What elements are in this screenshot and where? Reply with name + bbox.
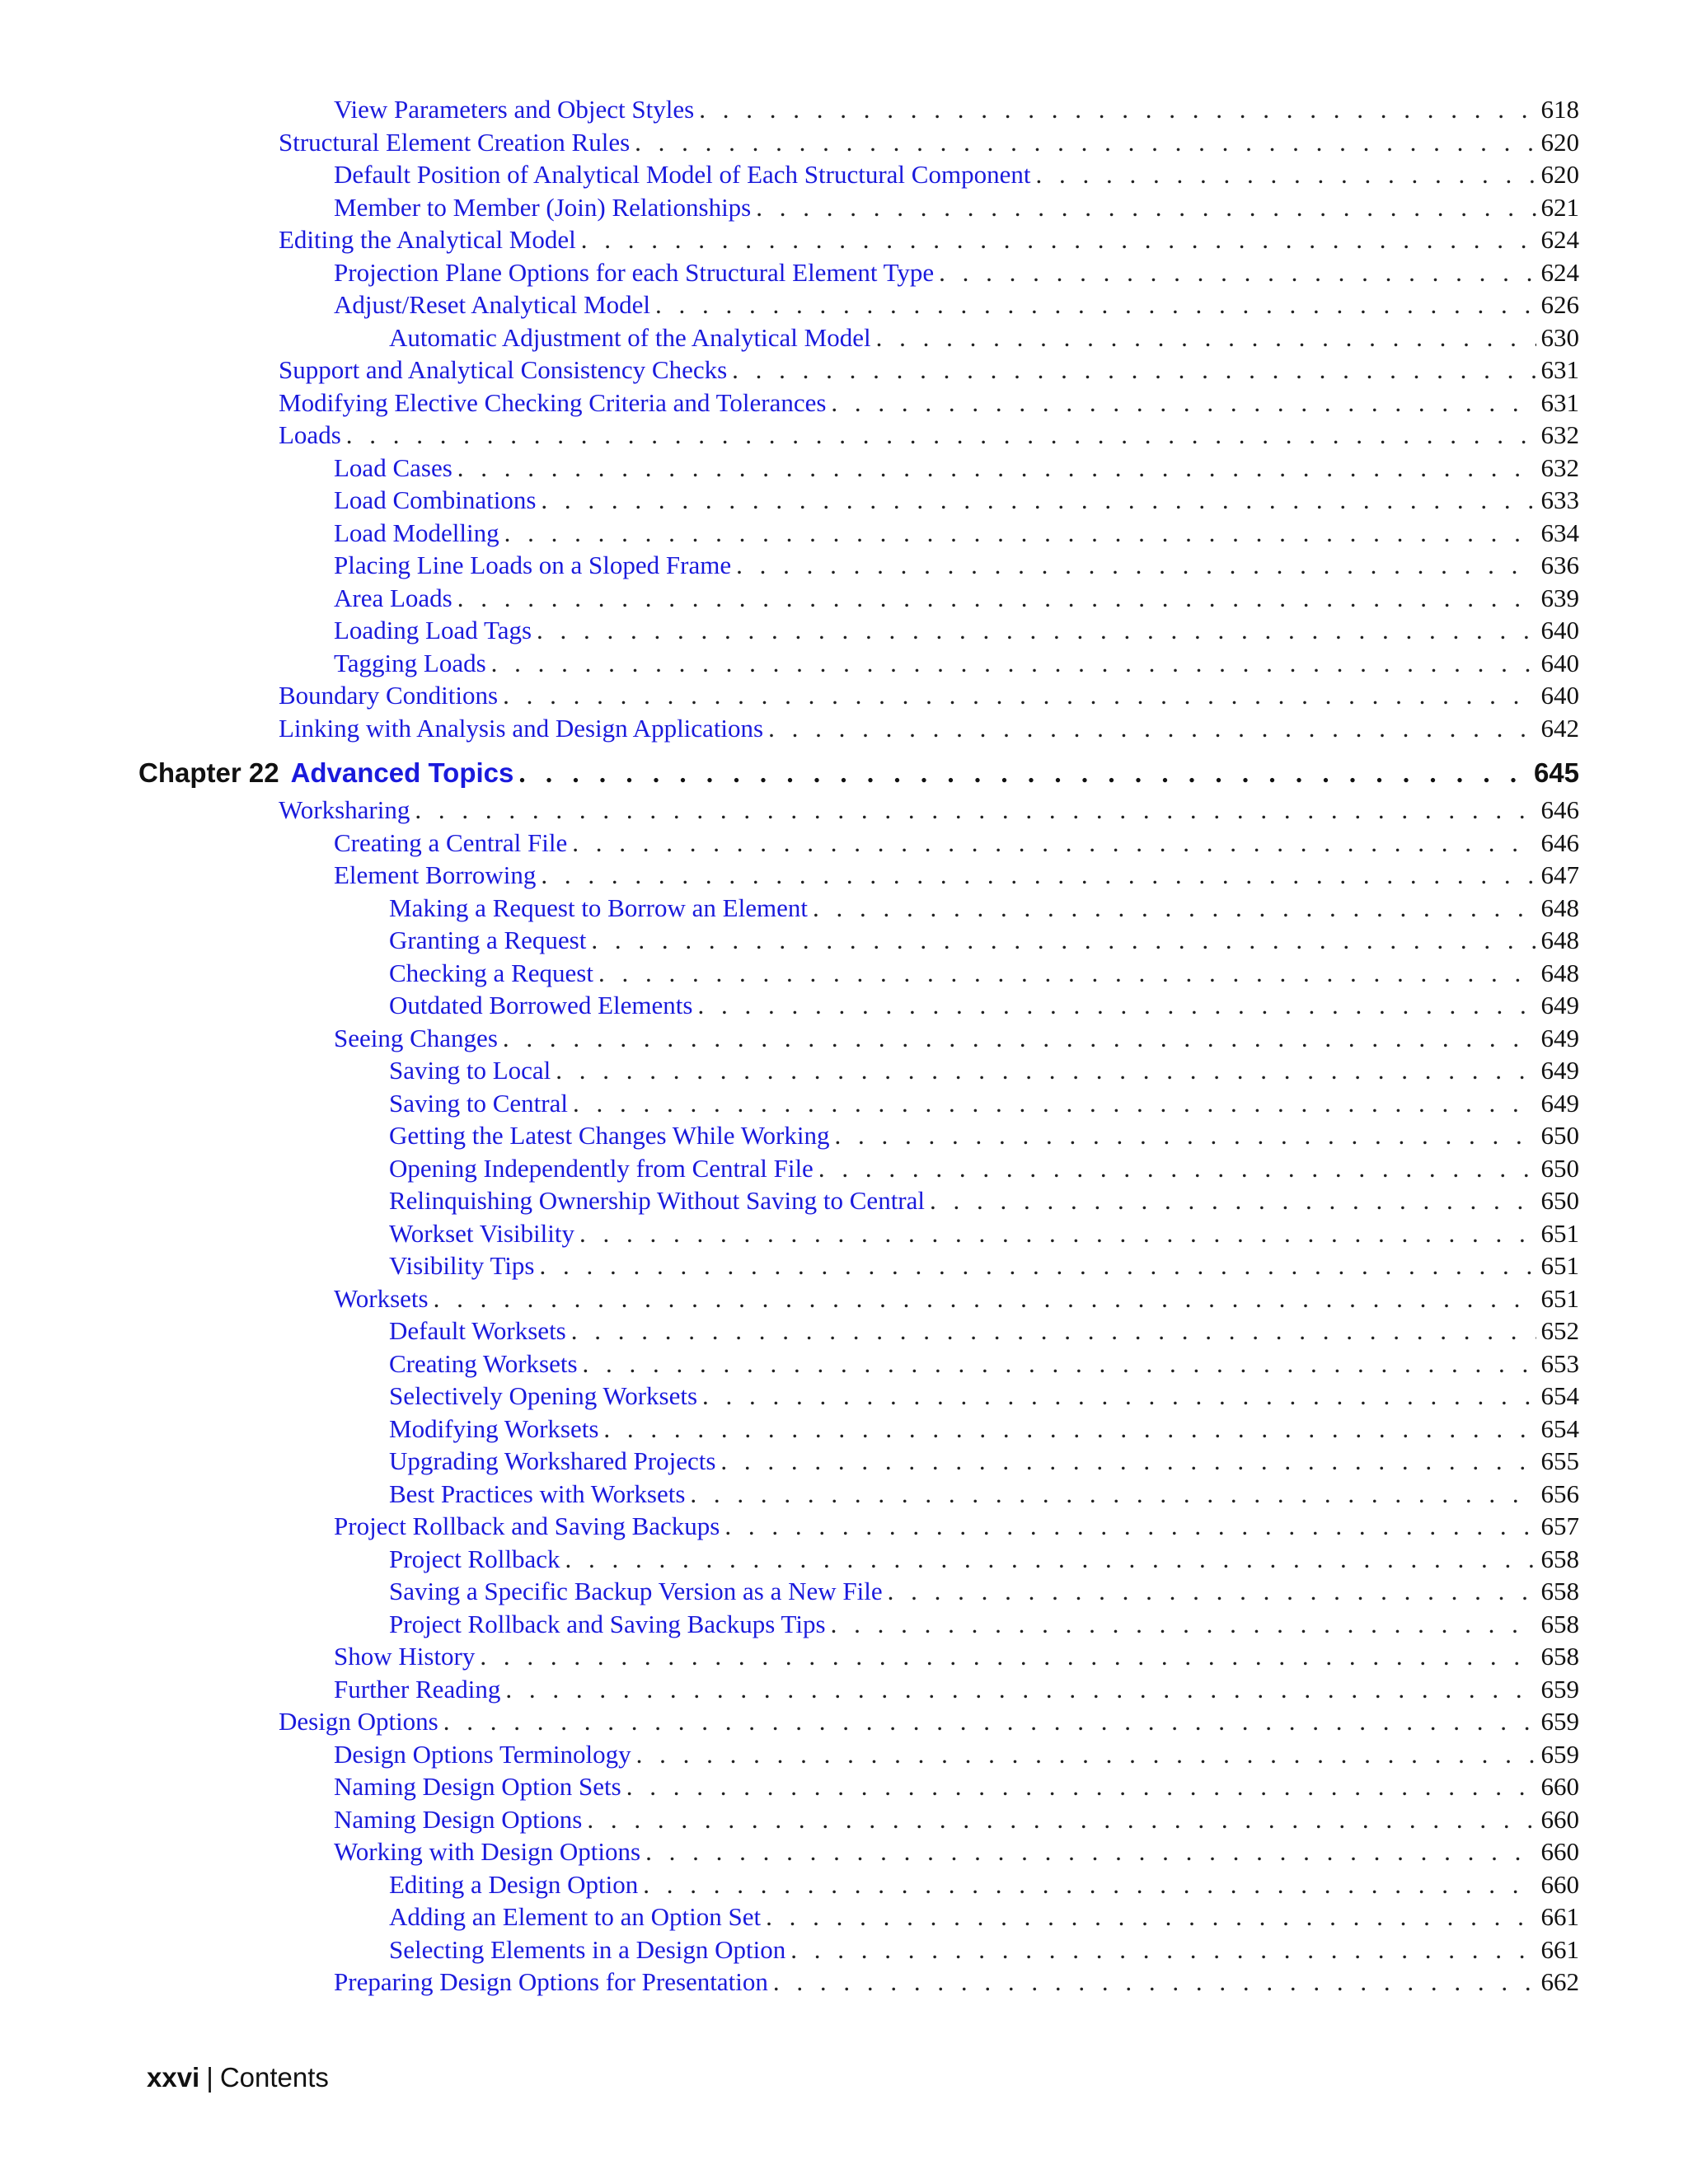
toc-entry-page-number: 657	[1540, 1511, 1579, 1540]
dot-leader	[736, 549, 1536, 582]
dot-leader	[636, 1738, 1536, 1771]
dot-leader	[443, 1705, 1536, 1738]
toc-entry-title-link[interactable]: Getting the Latest Changes While Working	[389, 1121, 830, 1150]
toc-entry-title-link[interactable]: Loading Load Tags	[334, 616, 532, 644]
toc-entry[interactable]	[138, 1445, 1579, 1478]
toc-entry-page-number: 649	[1540, 991, 1579, 1019]
table-of-contents	[138, 93, 1579, 1999]
toc-entry-title-link[interactable]: Show History	[334, 1642, 476, 1671]
toc-entry[interactable]	[138, 256, 1579, 289]
dot-leader	[699, 93, 1536, 126]
toc-entry-title-link[interactable]: Preparing Design Options for Presentation	[334, 1967, 768, 1996]
toc-entry-page-number: 656	[1540, 1479, 1579, 1508]
toc-entry-title-link[interactable]: Saving to Central	[389, 1088, 568, 1118]
toc-entry-page-number: 645	[1533, 757, 1579, 788]
toc-entry[interactable]	[138, 1575, 1579, 1608]
toc-entry[interactable]	[138, 126, 1579, 159]
toc-entry-title-link[interactable]: Adjust/Reset Analytical Model	[334, 290, 651, 319]
toc-entry-title-link[interactable]: Design Options	[279, 1707, 438, 1736]
toc-entry[interactable]	[138, 452, 1579, 485]
toc-entry-page-number: 639	[1540, 583, 1579, 612]
toc-entry-page-number: 650	[1540, 1153, 1579, 1183]
toc-entry[interactable]	[138, 484, 1579, 517]
dot-leader	[573, 1087, 1536, 1120]
toc-entry[interactable]	[138, 223, 1579, 256]
toc-entry[interactable]	[138, 1510, 1579, 1543]
toc-entry-page-number: 654	[1540, 1381, 1579, 1410]
toc-entry[interactable]	[138, 1478, 1579, 1511]
toc-entry-page-number: 659	[1540, 1674, 1579, 1704]
toc-entry-page-number: 634	[1540, 518, 1579, 547]
toc-entry-page-number: 651	[1540, 1251, 1579, 1280]
dot-leader	[346, 419, 1536, 452]
toc-entry[interactable]	[138, 614, 1579, 647]
toc-entry-title-link[interactable]: Worksharing	[279, 795, 410, 824]
dot-leader	[732, 354, 1536, 387]
toc-entry[interactable]	[138, 647, 1579, 680]
toc-entry[interactable]	[138, 1868, 1579, 1901]
toc-entry-page-number: 659	[1540, 1739, 1579, 1769]
toc-entry-page-number: 646	[1540, 795, 1579, 824]
dot-leader	[645, 1835, 1536, 1868]
toc-entry-page-number: 651	[1540, 1218, 1579, 1248]
toc-entry-page-number: 621	[1540, 192, 1579, 222]
toc-entry-page-number: 632	[1540, 420, 1579, 449]
toc-entry-page-number: 649	[1540, 1023, 1579, 1052]
toc-entry-title-link[interactable]: Design Options Terminology	[334, 1739, 631, 1769]
toc-entry[interactable]	[138, 1249, 1579, 1282]
dot-leader	[939, 256, 1536, 289]
toc-entry-page-number: 654	[1540, 1413, 1579, 1443]
toc-entry-title-link[interactable]: Structural Element Creation Rules	[279, 127, 631, 157]
toc-entry[interactable]	[138, 827, 1579, 860]
dot-leader	[583, 1347, 1536, 1380]
toc-entry-page-number: 633	[1540, 485, 1579, 514]
dot-leader	[579, 1217, 1536, 1250]
dot-leader	[541, 859, 1536, 892]
dot-leader	[503, 679, 1536, 712]
toc-entry[interactable]	[138, 1087, 1579, 1120]
toc-entry-title-link[interactable]: Placing Line Loads on a Sloped Frame	[334, 551, 732, 579]
toc-entry-title-link[interactable]: Element Borrowing	[334, 860, 537, 889]
toc-entry-title-link[interactable]: Loads	[279, 420, 341, 449]
dot-leader	[565, 1543, 1536, 1576]
dot-leader	[768, 712, 1536, 745]
toc-entry-title-link[interactable]: Modifying Worksets	[389, 1413, 599, 1443]
toc-entry-page-number: 658	[1540, 1642, 1579, 1671]
dot-leader	[635, 126, 1536, 159]
toc-entry[interactable]	[138, 1803, 1579, 1836]
toc-entry-title-link[interactable]: Support and Analytical Consistency Checks	[279, 355, 728, 384]
toc-entry-title-link[interactable]: Automatic Adjustment of the Analytical Model	[389, 322, 871, 352]
toc-entry-page-number: 640	[1540, 648, 1579, 677]
dot-leader	[831, 387, 1536, 419]
toc-entry[interactable]	[138, 582, 1579, 615]
toc-entry-page-number: 660	[1540, 1869, 1579, 1899]
toc-entry-page-number: 648	[1540, 893, 1579, 922]
toc-entry-page-number: 640	[1540, 681, 1579, 710]
toc-entry[interactable]	[138, 419, 1579, 452]
toc-entry-title-link[interactable]: Boundary Conditions	[279, 681, 499, 710]
toc-entry[interactable]	[138, 93, 1579, 126]
dot-leader	[504, 517, 1536, 550]
toc-entry-page-number: 620	[1540, 160, 1579, 189]
toc-entry-title-link[interactable]: Visibility Tips	[389, 1251, 535, 1280]
toc-entry-title-link[interactable]: Area Loads	[334, 583, 452, 612]
toc-entry-page-number: 658	[1540, 1544, 1579, 1573]
dot-leader	[930, 1184, 1536, 1217]
toc-entry-page-number: 648	[1540, 958, 1579, 987]
dot-leader	[813, 892, 1536, 925]
dot-leader	[434, 1282, 1536, 1315]
toc-entry-title-link[interactable]: Project Rollback	[389, 1544, 560, 1573]
toc-entry-page-number: 653	[1540, 1348, 1579, 1378]
toc-entry-title-link[interactable]: Opening Independently from Central File	[389, 1153, 814, 1183]
toc-entry[interactable]	[138, 892, 1579, 925]
dot-leader	[643, 1868, 1536, 1901]
toc-entry-title-link[interactable]: Load Cases	[334, 452, 452, 482]
dot-leader	[702, 1380, 1536, 1413]
toc-entry[interactable]	[138, 1770, 1579, 1803]
dot-leader	[603, 1413, 1536, 1446]
dot-leader	[1035, 158, 1536, 191]
toc-entry-title-link[interactable]: Naming Design Options	[334, 1804, 583, 1834]
dot-leader	[720, 1445, 1536, 1478]
dot-leader	[415, 794, 1536, 827]
toc-entry[interactable]	[138, 1673, 1579, 1706]
toc-entry-title-link[interactable]: Selectively Opening Worksets	[389, 1381, 698, 1410]
toc-entry[interactable]	[138, 1054, 1579, 1087]
toc-entry-title-link[interactable]: Selecting Elements in a Design Option	[389, 1934, 786, 1964]
toc-entry-title-link[interactable]: Outdated Borrowed Elements	[389, 991, 693, 1019]
toc-entry-page-number: 624	[1540, 257, 1579, 287]
dot-leader	[480, 1640, 1536, 1673]
toc-entry-page-number: 650	[1540, 1186, 1579, 1215]
toc-entry-page-number: 652	[1540, 1316, 1579, 1345]
dot-leader	[587, 1803, 1536, 1836]
dot-leader	[505, 1673, 1536, 1706]
toc-entry[interactable]	[138, 712, 1579, 745]
toc-entry-page-number: 626	[1540, 290, 1579, 319]
dot-leader	[876, 321, 1536, 354]
toc-entry[interactable]	[138, 549, 1579, 582]
dot-leader	[571, 1315, 1536, 1347]
dot-leader	[626, 1770, 1536, 1803]
toc-entry[interactable]	[138, 354, 1579, 387]
toc-entry[interactable]	[138, 1933, 1579, 1966]
dot-leader	[491, 647, 1536, 680]
dot-leader	[518, 750, 1529, 798]
toc-entry-title-link[interactable]: Default Worksets	[389, 1316, 566, 1345]
toc-entry-page-number: 660	[1540, 1772, 1579, 1801]
toc-entry-title-link[interactable]: Relinquishing Ownership Without Saving to Central	[389, 1186, 926, 1215]
page-footer	[147, 2062, 329, 2093]
toc-entry[interactable]	[138, 859, 1579, 892]
dot-leader	[790, 1933, 1536, 1966]
toc-entry-page-number: 655	[1540, 1446, 1579, 1475]
dot-leader	[834, 1119, 1536, 1152]
toc-entry[interactable]	[138, 989, 1579, 1022]
footer-section: Contents	[219, 2062, 329, 2093]
toc-entry-page-number: 624	[1540, 225, 1579, 254]
toc-entry[interactable]	[138, 1380, 1579, 1413]
dot-leader	[831, 1608, 1536, 1641]
toc-entry-page-number: 661	[1540, 1902, 1579, 1931]
toc-entry[interactable]	[138, 517, 1579, 550]
toc-entry-page-number: 649	[1540, 1056, 1579, 1085]
toc-entry-title-link[interactable]: Project Rollback and Saving Backups	[334, 1511, 720, 1540]
toc-entry[interactable]	[138, 1315, 1579, 1347]
toc-entry[interactable]	[138, 1705, 1579, 1738]
toc-entry-title-link[interactable]: Upgrading Workshared Projects	[389, 1446, 716, 1475]
toc-entry[interactable]	[138, 794, 1579, 827]
toc-entry-title-link[interactable]: Load Combinations	[334, 485, 537, 514]
toc-entry-title-link[interactable]: Member to Member (Join) Relationships	[334, 192, 752, 222]
toc-entry-title-link[interactable]: Tagging Loads	[334, 648, 486, 677]
toc-entry-page-number: 648	[1540, 926, 1579, 954]
toc-entry-title-link[interactable]: Modifying Elective Checking Criteria and Tolerances	[279, 387, 827, 417]
toc-entry-page-number: 660	[1540, 1804, 1579, 1834]
toc-entry-title-link[interactable]: Advanced Topics	[290, 757, 514, 788]
toc-entry-page-number: 651	[1540, 1283, 1579, 1313]
dot-leader	[572, 827, 1536, 860]
toc-entry-page-number: 620	[1540, 127, 1579, 157]
dot-leader	[541, 484, 1536, 517]
toc-entry[interactable]	[138, 1640, 1579, 1673]
toc-entry-title-link[interactable]: View Parameters and Object Styles	[334, 95, 695, 124]
toc-entry[interactable]	[138, 924, 1579, 957]
dot-leader	[457, 582, 1536, 615]
toc-entry-title-link[interactable]: Creating a Central File	[334, 827, 568, 857]
toc-entry-page-number: 650	[1540, 1121, 1579, 1150]
page-folio: xxvi	[147, 2062, 200, 2093]
toc-entry-title-link[interactable]: Saving to Local	[389, 1056, 551, 1085]
toc-entry[interactable]	[138, 387, 1579, 419]
toc-entry-page-number: 630	[1540, 322, 1579, 352]
toc-entry-page-number: 631	[1540, 355, 1579, 384]
toc-entry-title-link[interactable]: Making a Request to Borrow an Element	[389, 893, 808, 922]
toc-entry-title-link[interactable]: Editing the Analytical Model	[279, 225, 576, 254]
dot-leader	[766, 1900, 1536, 1933]
dot-leader	[457, 452, 1536, 485]
toc-entry-page-number: 646	[1540, 827, 1579, 857]
toc-entry-title-link[interactable]: Default Position of Analytical Model of Each Structural Component	[334, 160, 1031, 189]
toc-entry[interactable]	[138, 158, 1579, 191]
toc-entry-page-number: 661	[1540, 1934, 1579, 1964]
toc-entry[interactable]	[138, 1217, 1579, 1250]
toc-entry[interactable]	[138, 1608, 1579, 1641]
toc-entry[interactable]	[138, 1119, 1579, 1152]
dot-leader	[539, 1249, 1536, 1282]
toc-entry[interactable]	[138, 679, 1579, 712]
toc-entry[interactable]	[138, 191, 1579, 224]
toc-entry[interactable]	[138, 1347, 1579, 1380]
toc-entry-title-link[interactable]: Load Modelling	[334, 518, 499, 547]
toc-entry[interactable]	[138, 1184, 1579, 1217]
dot-leader	[655, 288, 1536, 321]
toc-entry[interactable]	[138, 321, 1579, 354]
toc-entry-title-link[interactable]: Worksets	[334, 1283, 429, 1313]
toc-entry-page-number: 640	[1540, 616, 1579, 644]
toc-entry-page-number: 642	[1540, 713, 1579, 743]
toc-entry[interactable]	[138, 1152, 1579, 1185]
toc-entry-page-number: 660	[1540, 1837, 1579, 1866]
chapter-number: Chapter 22	[138, 757, 279, 788]
toc-entry[interactable]	[138, 1543, 1579, 1576]
toc-entry[interactable]	[138, 1966, 1579, 1999]
dot-leader	[818, 1152, 1536, 1185]
toc-entry-title-link[interactable]: Best Practices with Worksets	[389, 1479, 686, 1508]
toc-entry-page-number: 658	[1540, 1577, 1579, 1605]
dot-leader	[697, 989, 1536, 1022]
dot-leader	[690, 1478, 1536, 1511]
dot-leader	[591, 924, 1536, 957]
toc-entry-page-number: 631	[1540, 387, 1579, 417]
toc-entry[interactable]	[138, 1413, 1579, 1446]
toc-entry[interactable]	[138, 1022, 1579, 1055]
dot-leader	[581, 223, 1536, 256]
toc-entry[interactable]	[138, 1835, 1579, 1868]
toc-entry-title-link[interactable]: Projection Plane Options for each Structural Element Type	[334, 257, 935, 287]
dot-leader	[537, 614, 1536, 647]
toc-entry-page-number: 632	[1540, 452, 1579, 482]
toc-entry-page-number: 662	[1540, 1967, 1579, 1996]
toc-entry-page-number: 649	[1540, 1088, 1579, 1118]
toc-entry-title-link[interactable]: Project Rollback and Saving Backups Tips	[389, 1609, 826, 1638]
toc-entry-title-link[interactable]: Editing a Design Option	[389, 1869, 639, 1899]
toc-entry-page-number: 659	[1540, 1707, 1579, 1736]
toc-entry-title-link[interactable]: Workset Visibility	[389, 1218, 574, 1248]
toc-entry-title-link[interactable]: Saving a Specific Backup Version as a New File	[389, 1577, 883, 1605]
toc-entry-title-link[interactable]: Seeing Changes	[334, 1023, 498, 1052]
dot-leader	[598, 957, 1536, 990]
toc-entry-title-link[interactable]: Naming Design Option Sets	[334, 1772, 621, 1801]
dot-leader	[773, 1966, 1536, 1999]
toc-entry-page-number: 647	[1540, 860, 1579, 889]
toc-entry[interactable]	[138, 1900, 1579, 1933]
toc-entry[interactable]	[138, 957, 1579, 990]
toc-entry-title-link[interactable]: Linking with Analysis and Design Applications	[279, 713, 764, 743]
dot-leader	[756, 191, 1536, 224]
toc-entry-page-number: 618	[1540, 95, 1579, 124]
toc-entry-title-link[interactable]: Creating Worksets	[389, 1348, 578, 1378]
toc-entry[interactable]	[138, 1738, 1579, 1771]
dot-leader	[556, 1054, 1536, 1087]
dot-leader	[503, 1022, 1536, 1055]
dot-leader	[888, 1575, 1536, 1608]
footer-separator: |	[206, 2062, 213, 2093]
toc-entry-title-link[interactable]: Checking a Request	[389, 958, 593, 987]
toc-entry[interactable]	[138, 288, 1579, 321]
toc-chapter-heading[interactable]	[138, 749, 1579, 797]
toc-entry-page-number: 658	[1540, 1609, 1579, 1638]
toc-entry-title-link[interactable]: Working with Design Options	[334, 1837, 641, 1866]
dot-leader	[724, 1510, 1536, 1543]
toc-entry-page-number: 636	[1540, 551, 1579, 579]
toc-entry-title-link[interactable]: Granting a Request	[389, 926, 587, 954]
toc-entry-title-link[interactable]: Further Reading	[334, 1674, 501, 1704]
toc-entry[interactable]	[138, 1282, 1579, 1315]
toc-entry-title-link[interactable]: Adding an Element to an Option Set	[389, 1902, 762, 1931]
